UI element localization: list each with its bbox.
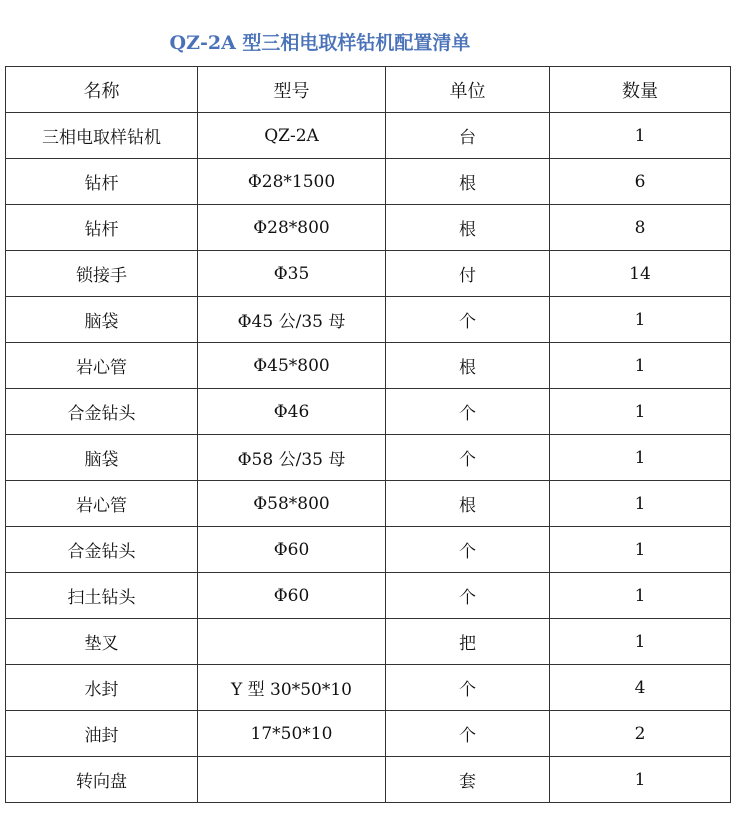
cell-quantity: 1 [550, 435, 731, 481]
cell-unit: 付 [386, 251, 550, 297]
cell-quantity: 14 [550, 251, 731, 297]
cell-unit: 个 [386, 527, 550, 573]
cell-unit: 个 [386, 435, 550, 481]
header-quantity: 数量 [550, 67, 731, 113]
cell-model: Φ60 [198, 527, 386, 573]
cell-quantity: 1 [550, 619, 731, 665]
cell-quantity: 1 [550, 481, 731, 527]
cell-model: Φ35 [198, 251, 386, 297]
cell-name: 脑袋 [6, 435, 198, 481]
cell-unit: 个 [386, 665, 550, 711]
table-row [6, 573, 731, 619]
table-row [6, 757, 731, 803]
table-row [6, 435, 731, 481]
table-row [6, 251, 731, 297]
cell-quantity: 1 [550, 527, 731, 573]
cell-name: 合金钻头 [6, 389, 198, 435]
table-row [6, 619, 731, 665]
table-row [6, 711, 731, 757]
cell-name: 扫土钻头 [6, 573, 198, 619]
cell-model [198, 619, 386, 665]
cell-unit: 台 [386, 113, 550, 159]
cell-unit: 根 [386, 159, 550, 205]
cell-name: 岩心管 [6, 481, 198, 527]
cell-unit: 根 [386, 205, 550, 251]
cell-name: 合金钻头 [6, 527, 198, 573]
table-row [6, 481, 731, 527]
cell-quantity: 1 [550, 389, 731, 435]
cell-name: 钻杆 [6, 159, 198, 205]
cell-name: 岩心管 [6, 343, 198, 389]
table-row [6, 113, 731, 159]
table-row [6, 389, 731, 435]
header-model: 型号 [198, 67, 386, 113]
cell-model: 17*50*10 [198, 711, 386, 757]
cell-name: 水封 [6, 665, 198, 711]
cell-quantity: 1 [550, 297, 731, 343]
header-name: 名称 [6, 67, 198, 113]
cell-model: Φ45 公/35 母 [198, 297, 386, 343]
cell-unit: 个 [386, 297, 550, 343]
cell-quantity: 1 [550, 113, 731, 159]
cell-model: Φ45*800 [198, 343, 386, 389]
document-title: QZ-2A 型三相电取样钻机配置清单 [169, 32, 471, 54]
cell-model [198, 757, 386, 803]
cell-quantity: 6 [550, 159, 731, 205]
cell-model: QZ-2A [198, 113, 386, 159]
table-row [6, 297, 731, 343]
cell-model: Φ46 [198, 389, 386, 435]
cell-quantity: 1 [550, 757, 731, 803]
cell-model: Y 型 30*50*10 [198, 665, 386, 711]
cell-quantity: 1 [550, 343, 731, 389]
config-table [5, 66, 731, 803]
cell-unit: 根 [386, 343, 550, 389]
cell-name: 垫叉 [6, 619, 198, 665]
table-row [6, 665, 731, 711]
cell-quantity: 2 [550, 711, 731, 757]
cell-name: 锁接手 [6, 251, 198, 297]
table-header-row [6, 67, 731, 113]
cell-quantity: 4 [550, 665, 731, 711]
cell-quantity: 8 [550, 205, 731, 251]
table-row [6, 205, 731, 251]
cell-name: 钻杆 [6, 205, 198, 251]
table-row [6, 159, 731, 205]
cell-model: Φ28*1500 [198, 159, 386, 205]
cell-name: 油封 [6, 711, 198, 757]
cell-name: 脑袋 [6, 297, 198, 343]
cell-unit: 把 [386, 619, 550, 665]
cell-model: Φ58*800 [198, 481, 386, 527]
table-row [6, 343, 731, 389]
cell-quantity: 1 [550, 573, 731, 619]
cell-name: 转向盘 [6, 757, 198, 803]
cell-unit: 套 [386, 757, 550, 803]
cell-unit: 个 [386, 389, 550, 435]
header-unit: 单位 [386, 67, 550, 113]
cell-unit: 个 [386, 711, 550, 757]
cell-unit: 根 [386, 481, 550, 527]
cell-model: Φ28*800 [198, 205, 386, 251]
cell-unit: 个 [386, 573, 550, 619]
table-row [6, 527, 731, 573]
cell-name: 三相电取样钻机 [6, 113, 198, 159]
cell-model: Φ58 公/35 母 [198, 435, 386, 481]
cell-model: Φ60 [198, 573, 386, 619]
